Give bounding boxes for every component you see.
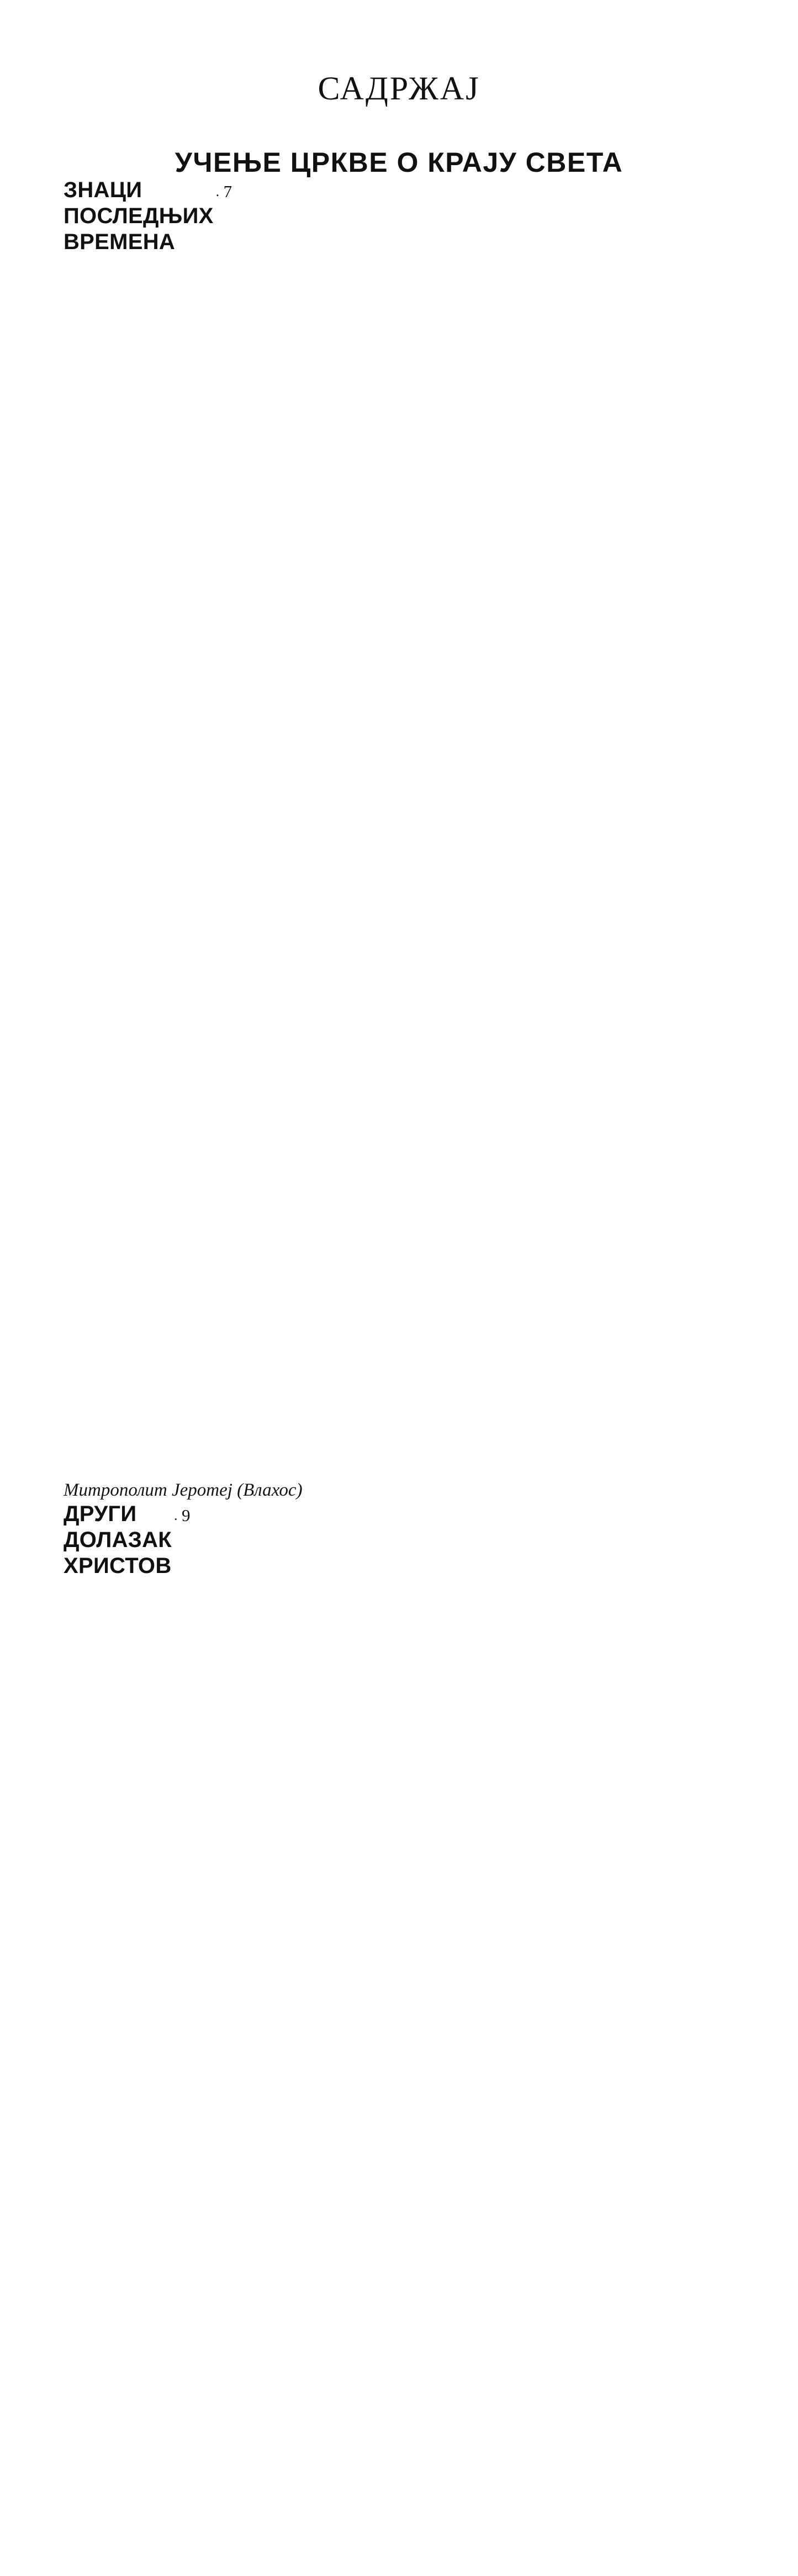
page-title: САДРЖАЈ: [0, 0, 798, 105]
toc-entry-label: ЗНАЦИ ПОСЛЕДЊИХ ВРЕМЕНА: [64, 177, 214, 256]
part-heading-1: УЧЕЊЕ ЦРКВЕ О КРАЈУ СВЕТА: [0, 105, 798, 177]
toc-chapter-entry[interactable]: [64, 1501, 755, 2576]
toc-page-number: 9: [179, 1506, 798, 2576]
toc-page-number: 7: [221, 182, 798, 1470]
toc-list-part-1: [0, 177, 798, 2576]
dot-leader: [174, 1507, 178, 1524]
dot-leader: [216, 183, 220, 200]
toc-chapter-entry[interactable]: [64, 177, 755, 1470]
toc-entry-label: ДРУГИ ДОЛАЗАК ХРИСТОВ: [64, 1501, 172, 1580]
toc-author-line: Митрополит Јеротеј (Влахос): [64, 1470, 755, 1502]
